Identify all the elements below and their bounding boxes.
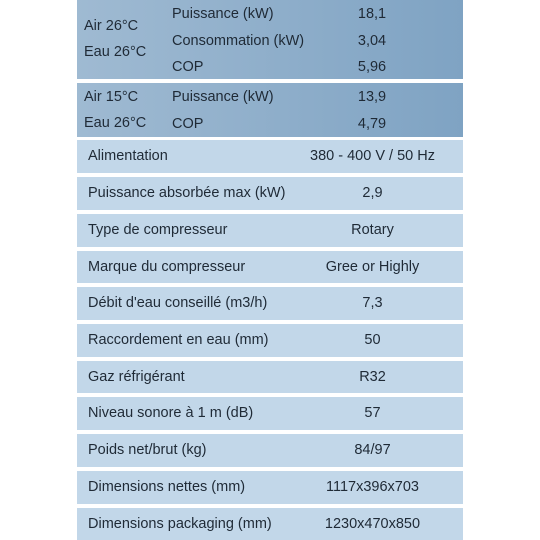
- spec-row-sound-level: [77, 397, 463, 430]
- water-temperature-condition: Eau 26°C: [84, 115, 147, 131]
- metric-label-cop: COP: [172, 59, 204, 75]
- spec-row-alimentation: [77, 140, 463, 173]
- spec-row-compressor-brand: [77, 251, 463, 284]
- metric-label-consommation: Consommation (kW): [172, 32, 305, 49]
- spec-label: Gaz réfrigérant: [88, 368, 185, 385]
- spec-value: 7,3: [362, 295, 383, 311]
- spec-label: Marque du compresseur: [88, 258, 246, 275]
- spec-row-net-dimensions: [77, 471, 463, 504]
- spec-label: Niveau sonore à 1 m (dB): [88, 405, 254, 421]
- spec-row-water-connection: [77, 324, 463, 357]
- spec-value: 50: [364, 332, 381, 348]
- metric-label-puissance: Puissance (kW): [172, 6, 274, 22]
- metric-value-puissance: 18,1: [357, 6, 387, 22]
- spec-value: 84/97: [354, 442, 391, 458]
- spec-row-packaging-dimensions: [77, 508, 463, 540]
- performance-block-2: [77, 83, 463, 137]
- metric-value-cop: 5,96: [357, 59, 387, 75]
- spec-value: 1117x396x703: [326, 479, 419, 495]
- spec-value: 2,9: [362, 185, 383, 201]
- air-temperature-condition: Air 26°C: [84, 18, 139, 34]
- metric-value-puissance: 13,9: [357, 89, 387, 105]
- spec-value: Gree or Highly: [325, 258, 420, 275]
- water-temperature-condition: Eau 26°C: [84, 44, 147, 60]
- spec-row-weight: [77, 434, 463, 467]
- spec-value: Rotary: [351, 222, 394, 238]
- spec-table: [77, 0, 463, 540]
- spec-row-water-flow: [77, 287, 463, 320]
- test-conditions: [84, 84, 146, 136]
- air-temperature-condition: Air 15°C: [84, 89, 139, 105]
- spec-row-max-power: [77, 177, 463, 210]
- spec-label: Type de compresseur: [88, 222, 228, 238]
- spec-label: Dimensions packaging (mm): [88, 515, 272, 532]
- metric-value-cop: 4,79: [357, 115, 387, 132]
- metric-label-puissance: Puissance (kW): [172, 89, 274, 105]
- spec-row-refrigerant: [77, 361, 463, 394]
- spec-label: Dimensions nettes (mm): [88, 479, 246, 495]
- spec-value: 1230x470x850: [324, 515, 421, 532]
- spec-label: Alimentation: [88, 148, 168, 164]
- spec-label: Poids net/brut (kg): [88, 442, 207, 458]
- test-conditions: [84, 13, 146, 65]
- spec-label: Débit d'eau conseillé (m3/h): [88, 295, 268, 311]
- spec-label: Raccordement en eau (mm): [88, 332, 269, 348]
- metric-label-cop: COP: [172, 115, 204, 132]
- spec-label: Puissance absorbée max (kW): [88, 185, 286, 201]
- spec-value: 57: [364, 405, 381, 421]
- spec-row-compressor-type: [77, 214, 463, 247]
- spec-value: R32: [359, 368, 386, 385]
- spec-value: 380 - 400 V / 50 Hz: [310, 148, 435, 164]
- performance-block-1: [77, 0, 463, 79]
- metric-value-consommation: 3,04: [357, 32, 387, 49]
